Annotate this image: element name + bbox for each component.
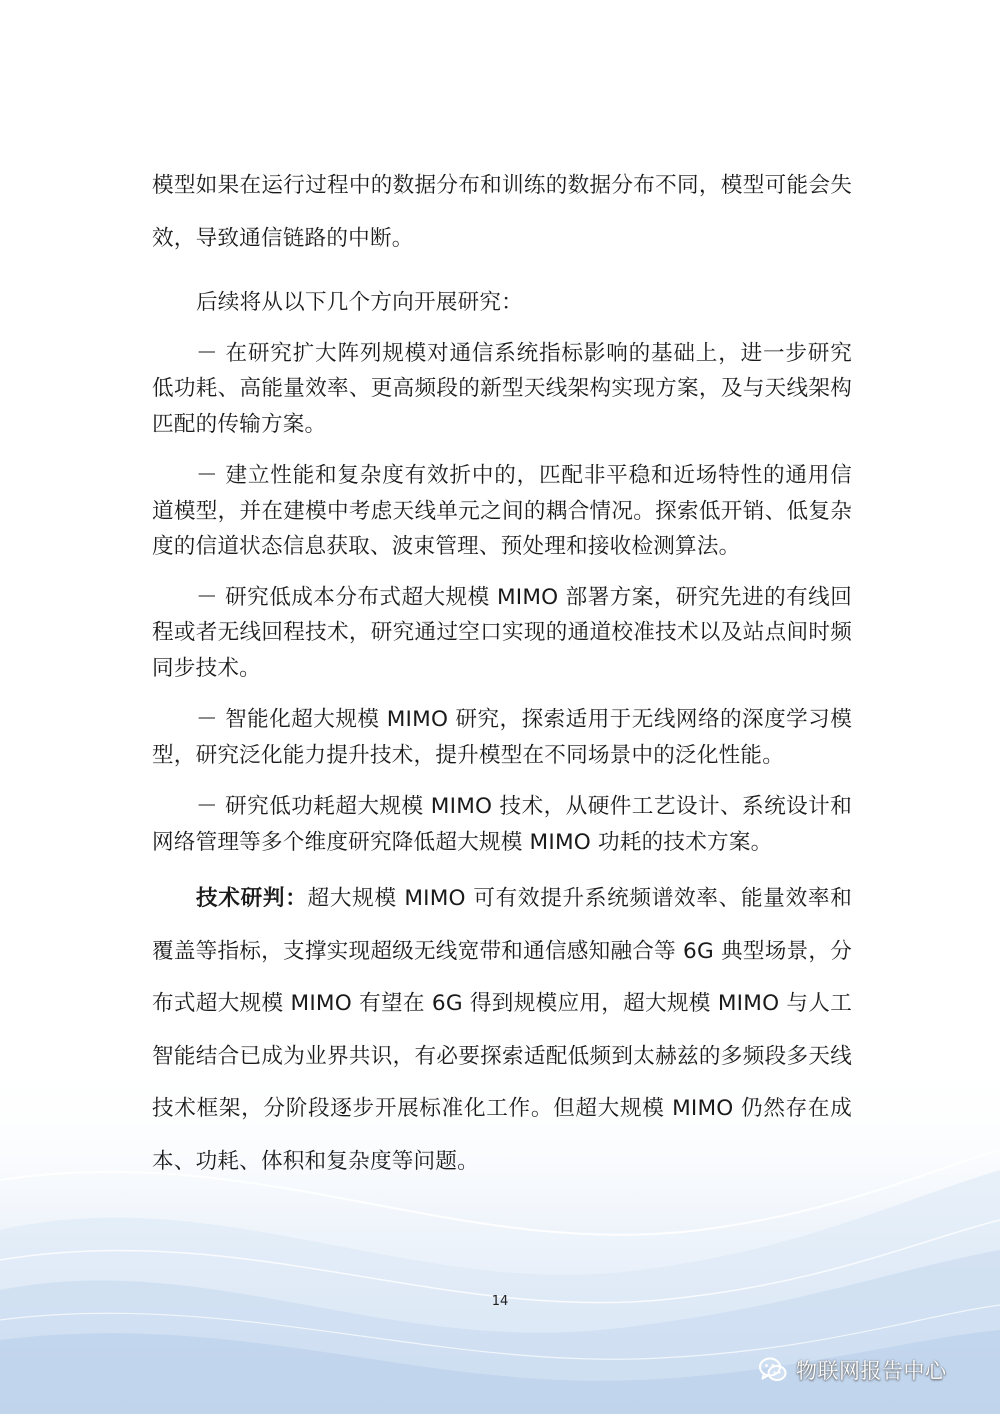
list-item-intelligent-mimo: － 智能化超大规模 MIMO 研究，探索适用于无线网络的深度学习模型，研究泛化能力提升技术，提升模型在不同场景中的泛化性能。 bbox=[152, 707, 852, 768]
paragraph-research-directions-heading: 后续将从以下几个方向开展研究： bbox=[196, 290, 523, 315]
list-item-antenna-architecture: － 在研究扩大阵列规模对通信系统指标影响的基础上，进一步研究低功耗、高能量效率、更高频段的新型天线架构实现方案，及与天线架构匹配的传输方案。 bbox=[152, 340, 852, 437]
watermark bbox=[758, 1352, 947, 1388]
technical-assessment-text: 超大规模 MIMO 可有效提升系统频谱效率、能量效率和覆盖等指标，支撑实现超级无线宽带和通信感知融合等 6G 典型场景，分布式超大规模 MIMO 有望在 6G 得到规模应用，超大规模 MIMO 与人工智能结合已成为业界共识，有必要探索适配低频到太赫兹的多频段多天线技术框架，分阶段逐步开展标准化工作。但超大规模 MIMO 仍然存在成本、功耗、体积和复杂度等问题。 bbox=[152, 886, 852, 1174]
list-item-low-power-mimo: － 研究低功耗超大规模 MIMO 技术，从硬件工艺设计、系统设计和网络管理等多个维度研究降低超大规模 MIMO 功耗的技术方案。 bbox=[152, 794, 852, 855]
document-body bbox=[152, 160, 852, 1188]
paragraph-technical-assessment bbox=[152, 873, 852, 1188]
list-item-channel-model: － 建立性能和复杂度有效折中的，匹配非平稳和近场特性的通用信道模型，并在建模中考虑天线单元之间的耦合情况。探索低开销、低复杂度的信道状态信息获取、波束管理、预处理和接收检测算法。 bbox=[152, 463, 852, 559]
technical-assessment-label: 技术研判： bbox=[196, 886, 308, 911]
wechat-icon bbox=[758, 1355, 788, 1385]
paragraph-intro: 模型如果在运行过程中的数据分布和训练的数据分布不同，模型可能会失效，导致通信链路的中断。 bbox=[152, 173, 852, 251]
page-number: 14 bbox=[491, 1294, 509, 1309]
list-item-distributed-mimo: － 研究低成本分布式超大规模 MIMO 部署方案，研究先进的有线回程或者无线回程技术，研究通过空口实现的通道校准技术以及站点间时频同步技术。 bbox=[152, 584, 852, 681]
watermark-text: 物联网报告中心 bbox=[796, 1359, 947, 1383]
